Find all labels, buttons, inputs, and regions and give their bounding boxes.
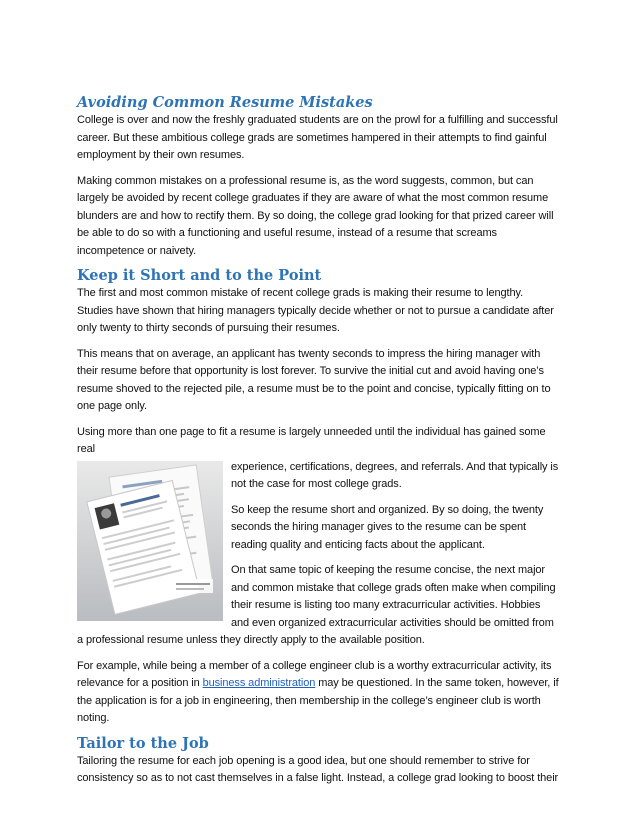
resume-papers-icon bbox=[77, 461, 223, 621]
section-heading-keep-short: Keep it Short and to the Point bbox=[77, 267, 322, 284]
section-heading-tailor: Tailor to the Job bbox=[77, 734, 209, 752]
business-administration-link[interactable]: business administration bbox=[202, 677, 316, 689]
section1-paragraph-1: The first and most common mistake of recent college grads is making their resume to lengthy. Studies have shown that hiring managers typically decide whether or not to pursue a candidate after only twenty to thirty seconds of pursuing their resumes. bbox=[77, 287, 554, 334]
document-page bbox=[77, 92, 561, 788]
section1-paragraph-3-first-line: Using more than one page to fit a resume is largely unneeded until the individual has gained some real bbox=[77, 425, 546, 455]
section2-paragraph-1: Tailoring the resume for each job opening is a good idea, but one should remember to strive for consistency so as to not cast themselves in a false light. Instead, a college grad looking to boost their bbox=[77, 754, 559, 784]
page-title: Avoiding Common Resume Mistakes bbox=[77, 94, 373, 111]
intro-paragraph-2: Making common mistakes on a professional resume is, as the word suggests, common, but can largely be avoided by recent college graduates if they are aware of what the most common resume blunders are and how to rectify them. By so doing, the college grad looking for that prized career will be able to do so with a functioning and useful resume, instead of a resume that screams incompetence or naivety. bbox=[77, 174, 554, 257]
resume-illustration-image bbox=[77, 461, 223, 621]
section1-paragraph-3-rest: experience, certifications, degrees, and referrals. And that typically is not the case for most college grads. bbox=[231, 460, 559, 490]
section1-paragraph-4: So keep the resume short and organized. By so doing, the twenty seconds the hiring manager gives to the resume can be spent reading quality and enticing facts about the applicant. bbox=[231, 503, 544, 551]
section1-paragraph-2: This means that on average, an applicant has twenty seconds to impress the hiring manager with their resume before that opportunity is lost forever. To survive the initial cut and avoid having one’s resume shoved to the rejected pile, a resume must be to the point and concise, typically fitting on to one page only. bbox=[77, 347, 551, 412]
paragraph-6-text-start: For example, while being a member of a college engineer club is a worthy extracurricular activity, its relevance for a position in bbox=[77, 659, 552, 689]
paragraph-6-text-end: may be questioned. In the same token, however, if the application is for a job in engineering, then membership in the college’s engineer club is worth noting. bbox=[77, 677, 559, 724]
section1-paragraph-5: On that same topic of keeping the resume concise, the next major and common mistake that college grads often make when compiling their resume is listing too many extracurricular activities. Hobbies and even organized extracurricular activities should be omitted from a professional resume unless they directly apply to the available position. bbox=[77, 564, 556, 646]
section1-paragraph-6 bbox=[77, 658, 561, 728]
intro-paragraph-1: College is over and now the freshly graduated students are on the prowl for a fulfilling and successful career. But these ambitious college grads are sometimes hampered in their attempts to find gainful employment by their own resumes. bbox=[77, 114, 558, 161]
